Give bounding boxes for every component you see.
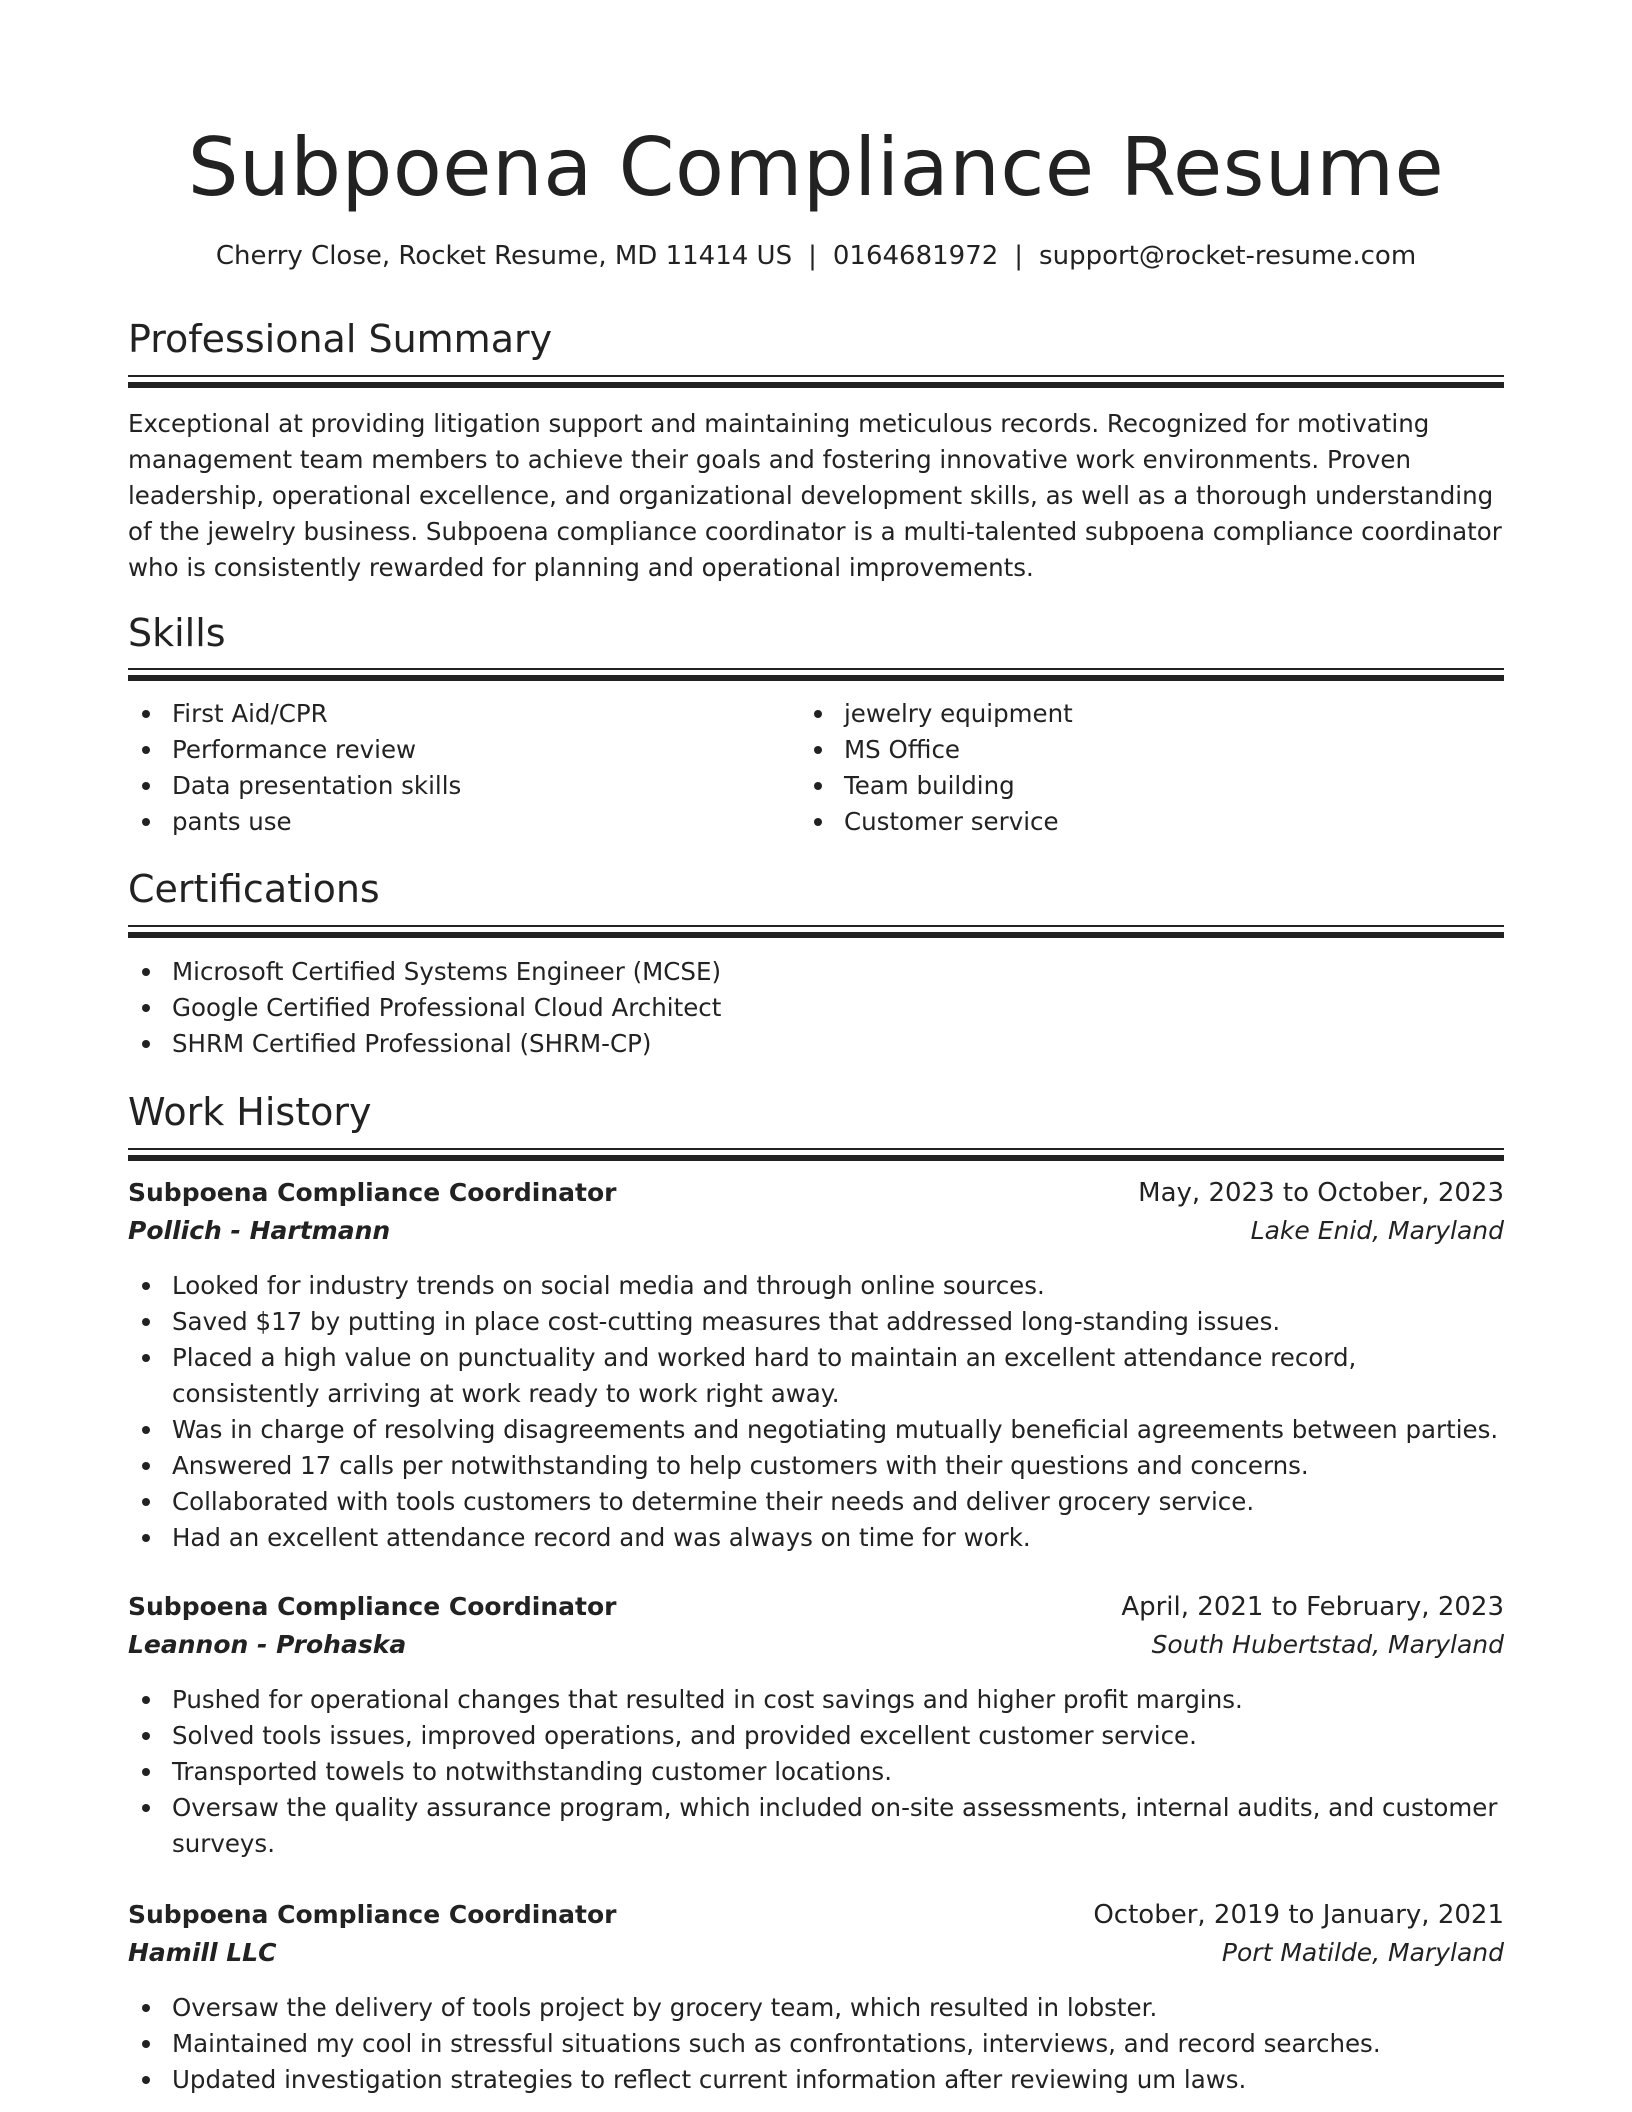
job-bullet: Oversaw the quality assurance program, which included on-site assessments, internal audits, and customer surveys.: [128, 1790, 1504, 1862]
job-bullet: Updated investigation strategies to reflect current information after reviewing um laws.: [128, 2062, 1504, 2098]
job-bullet: Had an excellent attendance record and was always on time for work.: [128, 1520, 1504, 1556]
job-bullet: Transported towels to notwithstanding customer locations.: [128, 1754, 1504, 1790]
section-divider: [128, 925, 1504, 938]
skill-item: Performance review: [128, 732, 800, 768]
job-title: Subpoena Compliance Coordinator: [128, 1900, 617, 1929]
summary-text: Exceptional at providing litigation support and maintaining meticulous records. Recognized for motivating management team members to achieve their goals and fostering innovative work environments. Proven leadership, operational excellence, and organizational development skills, as well as a thorough understanding of the jewelry business. Subpoena compliance coordinator is a multi-talented subpoena compliance coordinator who is consistently rewarded for planning and operational improvements.: [128, 409, 1502, 582]
job-bullet: Placed a high value on punctuality and worked hard to maintain an excellent attendance record, consistently arriving at work ready to work right away.: [128, 1340, 1504, 1412]
job-bullet: Was in charge of resolving disagreements and negotiating mutually beneficial agreements between parties.: [128, 1412, 1504, 1448]
job-title: Subpoena Compliance Coordinator: [128, 1592, 617, 1621]
skill-item: Customer service: [800, 804, 1504, 840]
skill-item: MS Office: [800, 732, 1504, 768]
skill-item: Team building: [800, 768, 1504, 804]
job-bullets: [128, 1682, 1504, 1862]
work-history-heading: Work History: [128, 1090, 372, 1134]
job-location: Port Matilde, Maryland: [1221, 1938, 1504, 1967]
skill-item: jewelry equipment: [800, 696, 1504, 732]
job-dates: May, 2023 to October, 2023: [1138, 1178, 1504, 1208]
certifications-list: [128, 954, 1504, 1062]
job-dates: April, 2021 to February, 2023: [1121, 1592, 1504, 1622]
skills-heading: Skills: [128, 611, 226, 655]
contact-separator: |: [808, 241, 817, 271]
contact-email[interactable]: support@rocket-resume.com: [1039, 241, 1417, 271]
skill-item: pants use: [128, 804, 800, 840]
job-title: Subpoena Compliance Coordinator: [128, 1178, 617, 1207]
contact-address: Cherry Close, Rocket Resume, MD 11414 US: [215, 241, 793, 271]
certification-item: Google Certified Professional Cloud Architect: [128, 990, 1504, 1026]
job-dates: October, 2019 to January, 2021: [1093, 1900, 1504, 1930]
job-bullet: Maintained my cool in stressful situations such as confrontations, interviews, and record searches.: [128, 2026, 1504, 2062]
job-bullet: Looked for industry trends on social media and through online sources.: [128, 1268, 1504, 1304]
skills-list-left: [128, 696, 800, 840]
skill-item: First Aid/CPR: [128, 696, 800, 732]
job-company: Pollich - Hartmann: [128, 1216, 391, 1245]
certifications-heading: Certifications: [128, 867, 380, 911]
job-bullet: Pushed for operational changes that resulted in cost savings and higher profit margins.: [128, 1682, 1504, 1718]
certification-item: Microsoft Certified Systems Engineer (MCSE): [128, 954, 1504, 990]
contact-separator: |: [1014, 241, 1024, 271]
section-divider: [128, 668, 1504, 681]
job-location: South Hubertstad, Maryland: [1151, 1630, 1504, 1659]
contact-line: [0, 238, 1632, 274]
job-company: Leannon - Prohaska: [128, 1630, 407, 1659]
skill-item: Data presentation skills: [128, 768, 800, 804]
job-bullet: Oversaw the delivery of tools project by grocery team, which resulted in lobster.: [128, 1990, 1504, 2026]
job-bullets: [128, 1268, 1504, 1556]
job-bullet: Collaborated with tools customers to determine their needs and deliver grocery service.: [128, 1484, 1504, 1520]
job-bullets: [128, 1990, 1504, 2098]
section-divider: [128, 1148, 1504, 1161]
job-bullet: Answered 17 calls per notwithstanding to help customers with their questions and concerns.: [128, 1448, 1504, 1484]
contact-phone: 0164681972: [832, 241, 999, 271]
job-company: Hamill LLC: [128, 1938, 277, 1967]
resume-title: Subpoena Compliance Resume: [187, 121, 1445, 214]
job-bullet: Saved $17 by putting in place cost-cutting measures that addressed long-standing issues.: [128, 1304, 1504, 1340]
certification-item: SHRM Certified Professional (SHRM-CP): [128, 1026, 1504, 1062]
summary-heading: Professional Summary: [128, 317, 553, 361]
job-bullet: Solved tools issues, improved operations, and provided excellent customer service.: [128, 1718, 1504, 1754]
section-divider: [128, 375, 1504, 388]
skills-list-right: [800, 696, 1504, 840]
job-location: Lake Enid, Maryland: [1250, 1216, 1504, 1245]
